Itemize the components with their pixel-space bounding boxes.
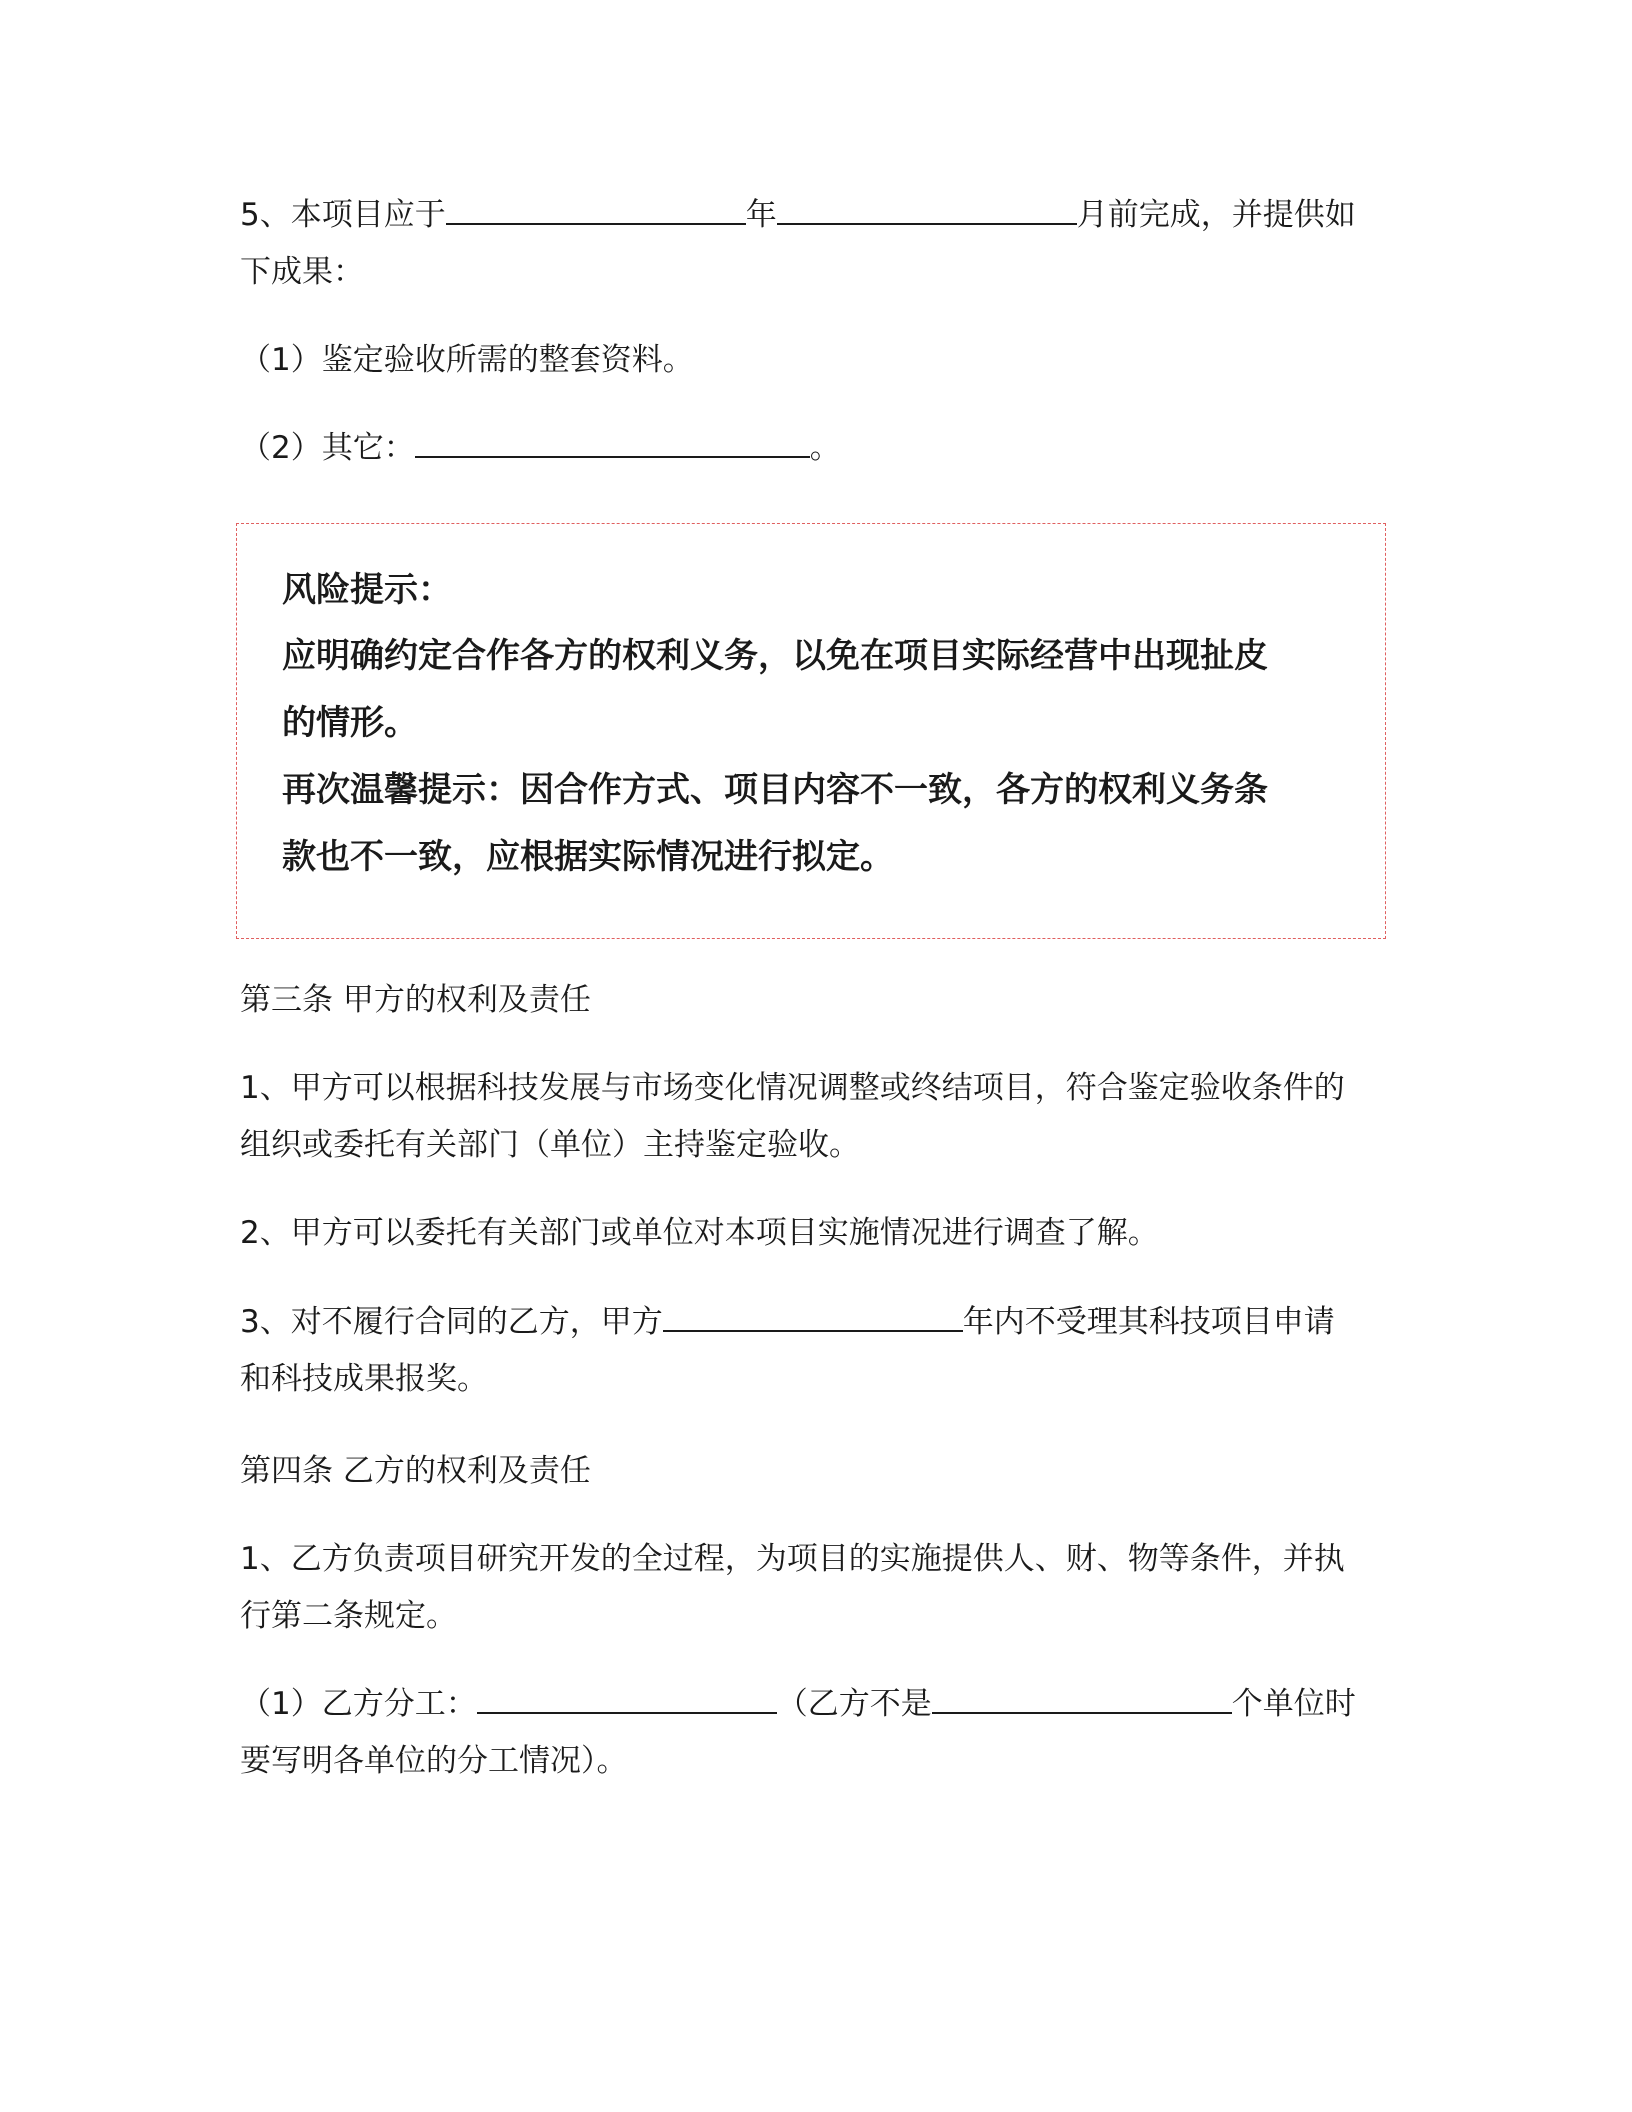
risk-line-3: 再次温馨提示：因合作方式、项目内容不一致，各方的权利义务条: [282, 770, 1268, 810]
article4-sub1-suffix: 个单位时: [1231, 1686, 1356, 1722]
article4-item1-line1: 1、乙方负责项目研究开发的全过程，为项目的实施提供人、财、物等条件，并执: [240, 1541, 1345, 1577]
section5-line1: [240, 195, 1390, 235]
article3-item3-line1: [240, 1302, 1390, 1342]
article4-sub1-mid: （乙方不是: [776, 1686, 932, 1722]
article4-sub1-line2: 要写明各单位的分工情况）。: [240, 1743, 628, 1779]
article4-item1-line2: 行第二条规定。: [240, 1598, 457, 1634]
article3-item1-line2: 组织或委托有关部门（单位）主持鉴定验收。: [240, 1127, 860, 1163]
article3-item1-line1: 1、甲方可以根据科技发展与市场变化情况调整或终结项目，符合鉴定验收条件的: [240, 1070, 1345, 1106]
outcome-item-1: （1）鉴定验收所需的整套资料。: [240, 342, 694, 378]
years-blank[interactable]: [663, 1302, 963, 1332]
risk-line-2: 的情形。: [282, 703, 418, 743]
risk-title: 风险提示：: [282, 570, 452, 610]
outcome-item-2-label: （2）其它：: [240, 430, 415, 466]
article4-heading: 第四条 乙方的权利及责任: [240, 1453, 591, 1489]
outcome-end: 。: [809, 430, 841, 466]
article3-heading: 第三条 甲方的权利及责任: [240, 982, 591, 1018]
division-blank[interactable]: [477, 1684, 777, 1714]
section5-prefix: 5、本项目应于: [240, 197, 446, 233]
unit-count-blank[interactable]: [932, 1684, 1232, 1714]
section5-suffix: 月前完成，并提供如: [1076, 197, 1356, 233]
risk-line-4: 款也不一致，应根据实际情况进行拟定。: [282, 837, 894, 877]
month-blank[interactable]: [777, 195, 1077, 225]
year-blank[interactable]: [446, 195, 746, 225]
article3-item2: 2、甲方可以委托有关部门或单位对本项目实施情况进行调查了解。: [240, 1215, 1159, 1251]
other-outcome-blank[interactable]: [415, 428, 810, 458]
article4-sub1-prefix: （1）乙方分工：: [240, 1686, 477, 1722]
risk-line-1: 应明确约定合作各方的权利义务，以免在项目实际经营中出现扯皮: [282, 636, 1268, 676]
article4-sub1-line1: [240, 1684, 1390, 1724]
section5-year: 年: [745, 197, 777, 233]
article3-item3-suffix: 年内不受理其科技项目申请: [962, 1304, 1335, 1340]
section5-line2: 下成果：: [240, 254, 364, 290]
article3-item3-line2: 和科技成果报奖。: [240, 1361, 488, 1397]
article3-item3-prefix: 3、对不履行合同的乙方，甲方: [240, 1304, 663, 1340]
outcome-item-2: [240, 428, 1390, 468]
